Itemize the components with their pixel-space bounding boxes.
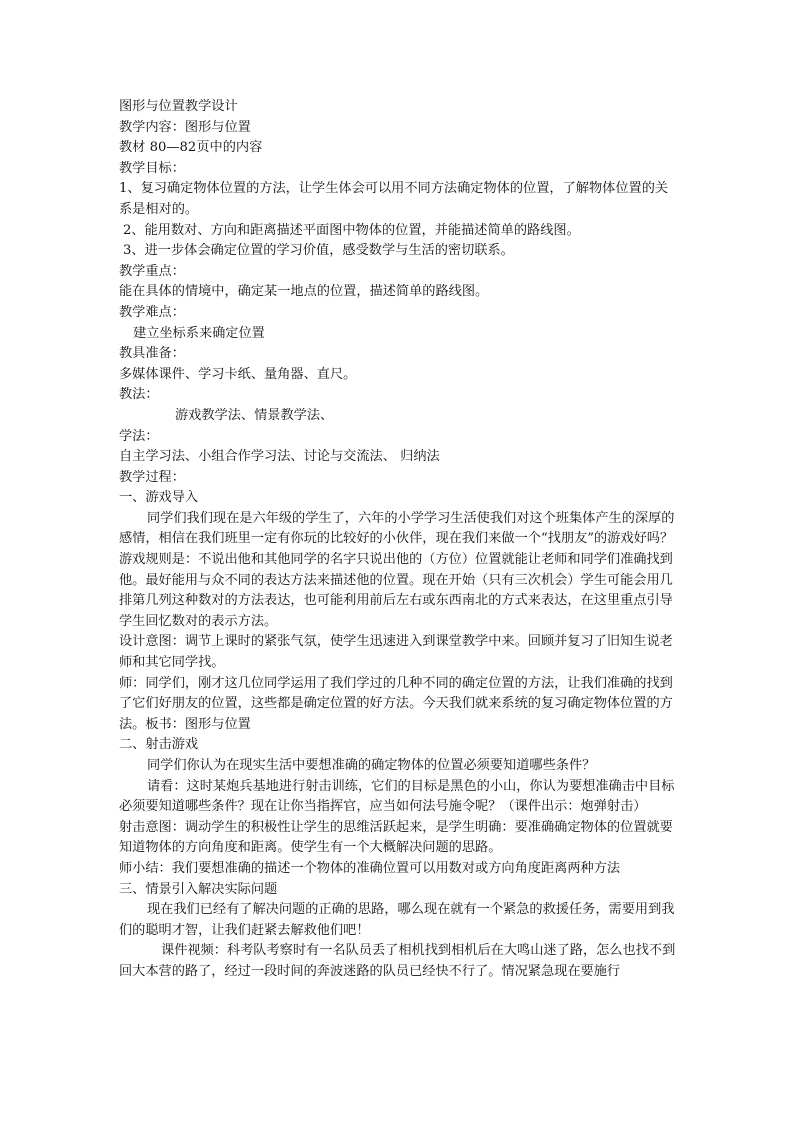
paragraph-1-text: 同学们我们现在是六年级的学生了，六年的小学学习生活使我们对这个班集体产生的深厚的感情，相信在我们班里一定有你玩的比较好的小伙伴，现在我们来做一个“找朋友”的游戏好吗？游戏规则是：不说出他和其他同学的名字只说出他的（方位）位置就能让老师和同学们准确找到他。最好能用与众不同的表达方法来描述他的位置。现在开始（只有三次机会）学生可能会用几排第几列这种数对的方法表达，也可能利用前后左右或东西南北的方式来表达，在这里重点引导学生回忆数对的表示方法。 <box>119 510 675 629</box>
tools-text: 多媒体课件、学习卡纸、量角器、直尺。 <box>119 366 357 382</box>
section-2-heading: 二、射击游戏 <box>119 737 199 753</box>
difficulty-heading: 教学难点： <box>119 304 185 320</box>
method-text: 游戏教学法、情景教学法、 <box>175 407 334 423</box>
document-title: 图形与位置教学设计 <box>119 99 238 114</box>
paragraph-9-text: 课件视频：科考队考察时有一名队员丢了相机找到相机后在大鸣山迷了路，怎么也找不到回大本营的路了，经过一段时间的奔波迷路的队员已经快不行了。情况紧急现在要施行 <box>119 943 676 979</box>
textbook-line: 教材 80—82页中的内容 <box>119 140 263 156</box>
content-line: 教学内容：图形与位置 <box>119 119 251 135</box>
paragraph-5 <box>119 777 679 818</box>
paragraph-9 <box>119 941 679 982</box>
paragraph-2: 设计意图：调节上课时的紧张气氛，使学生迅速进入到课堂教学中来。回顾并复习了旧知生说老师和其它同学找。 <box>119 634 673 671</box>
paragraph-8-text: 现在我们已经有了解决问题的正确的思路，哪么现在就有一个紧急的救援任务，需要用到我们的聪明才智，让我们赶紧去解救他们吧！ <box>119 902 675 938</box>
document-page <box>119 97 679 983</box>
section-3-heading: 三、情景引入解决实际问题 <box>119 881 278 897</box>
paragraph-1 <box>119 509 679 633</box>
tools-heading: 教具准备： <box>119 346 185 362</box>
key-text: 能在具体的情境中，确定某一地点的位置，描述简单的路线图。 <box>119 284 489 300</box>
goal-2: 2、能用数对、方向和距离描述平面图中物体的位置，并能描述简单的路线图。 <box>123 222 580 238</box>
study-heading: 学法： <box>119 428 159 444</box>
process-heading: 教学过程： <box>119 469 185 485</box>
paragraph-5-text: 请看：这时某炮兵基地进行射击训练，它们的目标是黑色的小山，你认为要想准确击中目标必须要知道哪些条件？现在让你当指挥官，应当如何法号施令呢？（课件出示：炮弹射击） <box>119 778 675 815</box>
paragraph-4-text: 同学们你认为在现实生活中要想准确的确定物体的位置必须要知道哪些条件？ <box>147 758 596 773</box>
goal-3: 3、进一步体会确定位置的学习价值，感受数学与生活的密切联系。 <box>123 243 514 259</box>
section-1-heading: 一、游戏导入 <box>119 490 199 506</box>
goal-1: 1、复习确定物体位置的方法，让学生体会可以用不同方法确定物体的位置，了解物体位置的关系是相对的。 <box>119 181 669 217</box>
study-text: 自主学习法、小组合作学习法、讨论与交流法、 归纳法 <box>119 449 440 465</box>
paragraph-8 <box>119 900 679 941</box>
difficulty-text: 建立坐标系来确定位置 <box>133 325 265 341</box>
paragraph-4 <box>119 756 679 777</box>
paragraph-6: 射击意图：调动学生的积极性让学生的思维活跃起来，是学生明确：要准确确定物体的位置就要知道物体的方向角度和距离。使学生有一个大概解决问题的思路。 <box>119 819 673 856</box>
paragraph-3: 师：同学们，刚才这几位同学运用了我们学过的几种不同的确定位置的方法，让我们准确的找到了它们好朋友的位置，这些都是确定位置的好方法。今天我们就来系统的复习确定物体位置的方法。板书：图形与位置 <box>119 675 673 732</box>
goals-heading: 教学目标： <box>119 160 185 176</box>
method-heading: 教法： <box>119 387 159 403</box>
key-heading: 教学重点： <box>119 263 185 279</box>
paragraph-7: 师小结：我们要想准确的描述一个物体的准确位置可以用数对或方向角度距离两种方法 <box>119 860 621 876</box>
